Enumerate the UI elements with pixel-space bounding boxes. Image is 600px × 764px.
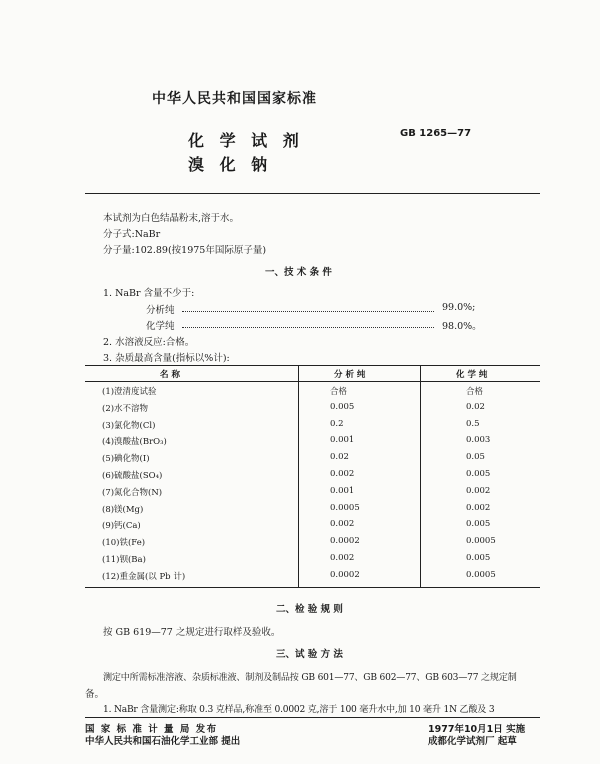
table-cell-ar: 0.005 bbox=[330, 401, 355, 412]
table-header-ar: 分 析 纯 bbox=[334, 370, 366, 380]
table-column-divider bbox=[298, 365, 299, 587]
table-cell-ar: 0.0005 bbox=[330, 502, 360, 513]
leader-dots bbox=[182, 311, 434, 312]
table-cell-name: (10)铁(Fe) bbox=[102, 538, 146, 549]
table-cell-name: (1)澄清度试验 bbox=[102, 387, 157, 397]
table-cell-name: (6)硫酸盐(SO₄) bbox=[102, 471, 163, 481]
header-divider bbox=[85, 193, 540, 194]
table-cell-ar: 0.2 bbox=[330, 418, 344, 429]
issuing-authority: 国 家 标 准 计 量 局 发布 bbox=[85, 724, 218, 735]
document-title-line2: 溴 化 钠 bbox=[188, 155, 273, 174]
table-bottom-rule bbox=[85, 587, 540, 588]
method-paragraph-line1: 测定中所需标准溶液、杂质标准液、制剂及制品按 GB 601—77、GB 602—77、GB 603—77 之规定制 bbox=[103, 673, 517, 683]
impurity-heading: 3. 杂质最高含量(指标以%计): bbox=[103, 353, 230, 364]
leader-dots bbox=[182, 327, 434, 328]
table-cell-name: (2)水不溶物 bbox=[102, 403, 149, 414]
effective-date: 1977年10月1日 实施 bbox=[428, 724, 526, 735]
table-cell-cp: 0.5 bbox=[466, 418, 480, 429]
standard-org-heading: 中华人民共和国国家标准 bbox=[152, 91, 317, 107]
method-paragraph-line2: 备。 bbox=[85, 689, 105, 700]
table-cell-name: (12)重金属(以 Pb 计) bbox=[102, 571, 186, 582]
table-cell-cp: 0.005 bbox=[466, 469, 491, 479]
table-top-rule bbox=[85, 365, 540, 366]
grade-ar-label: 分析纯 bbox=[146, 305, 175, 316]
table-cell-name: (5)碘化物(I) bbox=[102, 454, 150, 465]
table-cell-cp: 合格 bbox=[466, 387, 484, 397]
table-cell-name: (11)钡(Ba) bbox=[102, 555, 146, 565]
table-cell-cp: 0.05 bbox=[466, 452, 485, 463]
document-title-line1: 化 学 试 剂 bbox=[188, 131, 304, 150]
section3-heading: 三、试 验 方 法 bbox=[276, 649, 343, 660]
table-cell-ar: 0.002 bbox=[330, 469, 355, 479]
table-header-name: 名 称 bbox=[160, 370, 180, 380]
table-cell-name: (8)镁(Mg) bbox=[102, 504, 144, 515]
table-cell-cp: 0.005 bbox=[466, 553, 491, 563]
table-cell-cp: 0.02 bbox=[466, 401, 485, 412]
grade-ar-value: 99.0%; bbox=[442, 302, 476, 313]
grade-cp-label: 化学纯 bbox=[146, 321, 175, 332]
table-cell-ar: 0.002 bbox=[330, 519, 355, 530]
table-cell-ar: 0.0002 bbox=[330, 536, 360, 547]
grade-cp-value: 98.0%。 bbox=[442, 321, 482, 332]
table-cell-ar: 0.02 bbox=[330, 452, 349, 463]
table-cell-name: (4)溴酸盐(BrO₃) bbox=[102, 437, 167, 448]
footer-divider bbox=[85, 717, 540, 718]
standard-code: GB 1265—77 bbox=[400, 128, 472, 139]
table-cell-cp: 0.003 bbox=[466, 435, 491, 446]
table-cell-ar: 0.001 bbox=[330, 485, 355, 496]
section1-heading: 一、技 术 条 件 bbox=[265, 267, 332, 278]
table-cell-cp: 0.002 bbox=[466, 485, 491, 496]
table-cell-cp: 0.005 bbox=[466, 519, 491, 530]
intro-description: 本试剂为白色结晶粉末,溶于水。 bbox=[103, 213, 240, 224]
table-cell-name: (3)氯化物(Cl) bbox=[102, 420, 156, 431]
molecular-weight: 分子量:102.89(按1975年国际原子量) bbox=[103, 245, 267, 256]
table-cell-ar: 0.0002 bbox=[330, 569, 360, 580]
table-cell-ar: 0.002 bbox=[330, 553, 355, 563]
table-cell-cp: 0.0005 bbox=[466, 569, 496, 580]
table-header-cp: 化 学 纯 bbox=[456, 370, 488, 380]
table-cell-name: (7)氮化合物(N) bbox=[102, 487, 163, 498]
proposing-ministry: 中华人民共和国石油化学工业部 提出 bbox=[85, 736, 241, 747]
assay-requirement: 1. NaBr 含量不少于: bbox=[103, 288, 195, 299]
table-header-rule bbox=[85, 381, 540, 382]
molecular-formula: 分子式:NaBr bbox=[103, 229, 161, 240]
assay-method: 1. NaBr 含量测定:称取 0.3 克样品,称准至 0.0002 克,溶于 100 毫升水中,加 10 毫升 1N 乙酸及 3 bbox=[103, 705, 495, 715]
section2-heading: 二、检 验 规 则 bbox=[276, 604, 343, 615]
table-cell-cp: 0.002 bbox=[466, 502, 491, 513]
table-cell-ar: 合格 bbox=[330, 387, 348, 397]
drafting-organization: 成都化学试剂厂 起草 bbox=[428, 736, 517, 747]
table-column-divider bbox=[420, 365, 421, 587]
solution-reaction: 2. 水溶液反应:合格。 bbox=[103, 337, 195, 348]
sampling-rule: 按 GB 619—77 之规定进行取样及验收。 bbox=[103, 627, 281, 638]
table-cell-cp: 0.0005 bbox=[466, 536, 496, 547]
table-cell-ar: 0.001 bbox=[330, 435, 355, 446]
table-cell-name: (9)钙(Ca) bbox=[102, 521, 141, 532]
